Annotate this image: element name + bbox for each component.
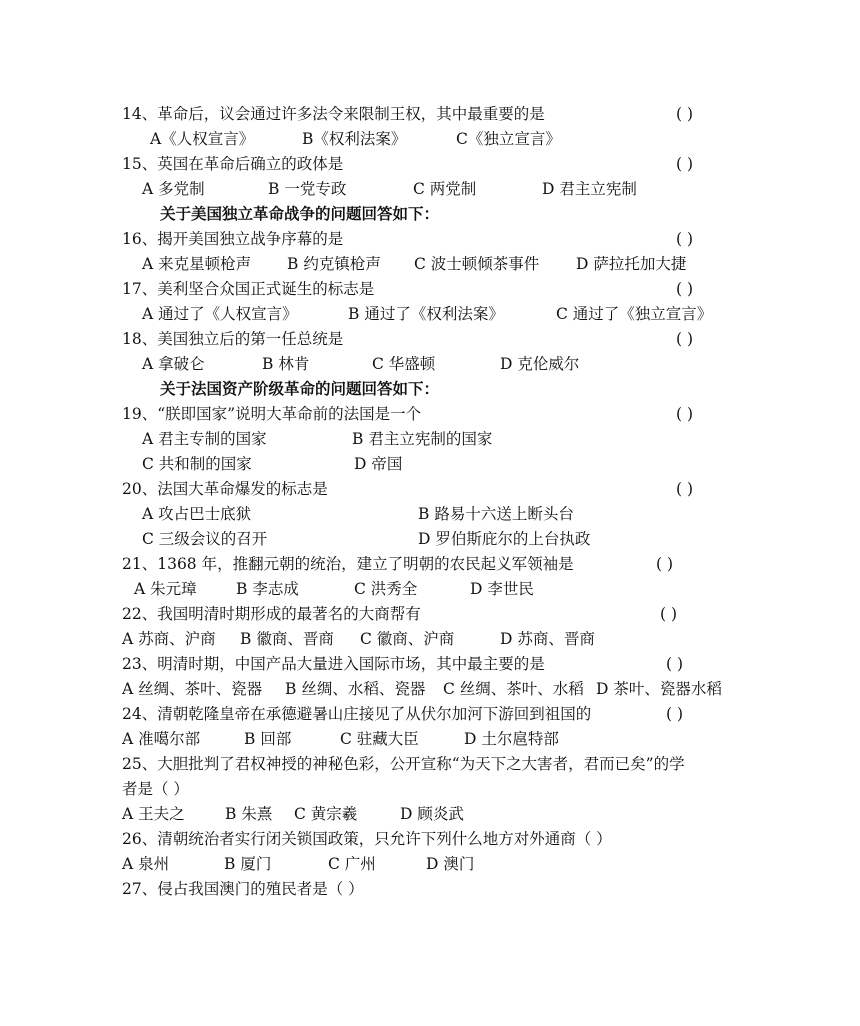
answer-paren-21: ( ) [656, 555, 674, 573]
option-24-d: D 土尔扈特部 [464, 730, 559, 748]
question-18: 18、美国独立后的第一任总统是 [122, 330, 344, 348]
option-15-d: D 君主立宪制 [542, 180, 637, 198]
option-18-d: D 克伦威尔 [500, 355, 580, 373]
option-18-a: A 拿破仑 [142, 355, 205, 373]
answer-paren-18: ( ) [676, 330, 694, 348]
option-22-b: B 徽商、晋商 [240, 630, 334, 648]
answer-paren-14: ( ) [676, 105, 694, 123]
answer-paren-16: ( ) [676, 230, 694, 248]
question-16: 16、揭开美国独立战争序幕的是 [122, 230, 344, 248]
option-21-b: B 李志成 [236, 580, 299, 598]
answer-paren-15: ( ) [676, 155, 694, 173]
question-17: 17、美利坚合众国正式诞生的标志是 [122, 280, 375, 298]
answer-paren-17: ( ) [676, 280, 694, 298]
option-23-c: C 丝绸、茶叶、水稻 [443, 680, 584, 698]
option-25-b: B 朱熹 [225, 805, 273, 823]
question-25-continued: 者是（ ） [122, 780, 189, 798]
option-19-b: B 君主立宪制的国家 [352, 430, 493, 448]
option-24-c: C 驻藏大臣 [340, 730, 419, 748]
option-24-b: B 回部 [244, 730, 292, 748]
option-20-d: D 罗伯斯庇尔的上台执政 [418, 530, 591, 548]
answer-paren-19: ( ) [676, 405, 694, 423]
option-18-c: C 华盛顿 [372, 355, 436, 373]
option-20-c: C 三级会议的召开 [142, 530, 268, 548]
option-16-a: A 来克星顿枪声 [142, 255, 252, 273]
question-22: 22、我国明清时期形成的最著名的大商帮有 [122, 605, 421, 623]
option-15-a: A 多党制 [142, 180, 205, 198]
question-20: 20、法国大革命爆发的标志是 [122, 480, 328, 498]
option-14-c: C《独立宣言》 [456, 130, 561, 148]
option-15-c: C 两党制 [413, 180, 477, 198]
option-22-d: D 苏商、晋商 [500, 630, 595, 648]
option-23-a: A 丝绸、茶叶、瓷器 [122, 680, 263, 698]
answer-paren-23: ( ) [666, 655, 684, 673]
option-23-b: B 丝绸、水稻、瓷器 [285, 680, 426, 698]
option-19-d: D 帝国 [354, 455, 403, 473]
option-14-a: A《人权宣言》 [150, 130, 255, 148]
option-26-c: C 广州 [328, 855, 376, 873]
option-20-a: A 攻占巴士底狱 [142, 505, 252, 523]
option-20-b: B 路易十六送上断头台 [418, 505, 574, 523]
question-23: 23、明清时期，中国产品大量进入国际市场，其中最主要的是 [122, 655, 545, 673]
option-17-c: C 通过了《独立宣言》 [556, 305, 713, 323]
section-heading-usa: 关于美国独立革命战争的问题回答如下： [160, 204, 440, 223]
option-18-b: B 林肯 [262, 355, 310, 373]
question-15: 15、英国在革命后确立的政体是 [122, 155, 344, 173]
option-26-d: D 澳门 [426, 855, 475, 873]
option-25-c: C 黄宗羲 [294, 805, 358, 823]
option-21-c: C 洪秀全 [354, 580, 418, 598]
question-19: 19、“朕即国家”说明大革命前的法国是一个 [122, 405, 422, 423]
question-27: 27、侵占我国澳门的殖民者是（ ） [122, 880, 364, 898]
option-16-b: B 约克镇枪声 [287, 255, 381, 273]
option-21-a: A 朱元璋 [134, 580, 197, 598]
option-24-a: A 准噶尔部 [122, 730, 201, 748]
option-25-a: A 王夫之 [122, 805, 185, 823]
option-23-d: D 茶叶、瓷器水稻 [596, 680, 722, 698]
option-14-b: B《权利法案》 [302, 130, 407, 148]
answer-paren-24: ( ) [666, 705, 684, 723]
question-24: 24、清朝乾隆皇帝在承德避暑山庄接见了从伏尔加河下游回到祖国的 [122, 705, 592, 723]
option-16-d: D 萨拉托加大捷 [576, 255, 687, 273]
option-21-d: D 李世民 [470, 580, 534, 598]
option-16-c: C 波士顿倾茶事件 [414, 255, 540, 273]
option-17-a: A 通过了《人权宣言》 [142, 305, 298, 323]
option-26-a: A 泉州 [122, 855, 170, 873]
question-21: 21、1368 年，推翻元朝的统治，建立了明朝的农民起义军领袖是 [122, 555, 574, 573]
option-25-d: D 顾炎武 [400, 805, 464, 823]
question-25: 25、大胆批判了君权神授的神秘色彩，公开宣称“为天下之大害者，君而已矣”的学 [122, 755, 685, 773]
option-17-b: B 通过了《权利法案》 [348, 305, 504, 323]
option-15-b: B 一党专政 [268, 180, 347, 198]
option-19-a: A 君主专制的国家 [142, 430, 267, 448]
option-19-c: C 共和制的国家 [142, 455, 252, 473]
answer-paren-20: ( ) [676, 480, 694, 498]
answer-paren-22: ( ) [660, 605, 678, 623]
option-26-b: B 厦门 [224, 855, 272, 873]
section-heading-france: 关于法国资产阶级革命的问题回答如下： [160, 379, 440, 398]
question-26: 26、清朝统治者实行闭关锁国政策，只允许下列什么地方对外通商（ ） [122, 830, 612, 848]
question-14: 14、革命后，议会通过许多法令来限制王权，其中最重要的是 [122, 105, 545, 123]
option-22-a: A 苏商、沪商 [122, 630, 216, 648]
option-22-c: C 徽商、沪商 [360, 630, 455, 648]
